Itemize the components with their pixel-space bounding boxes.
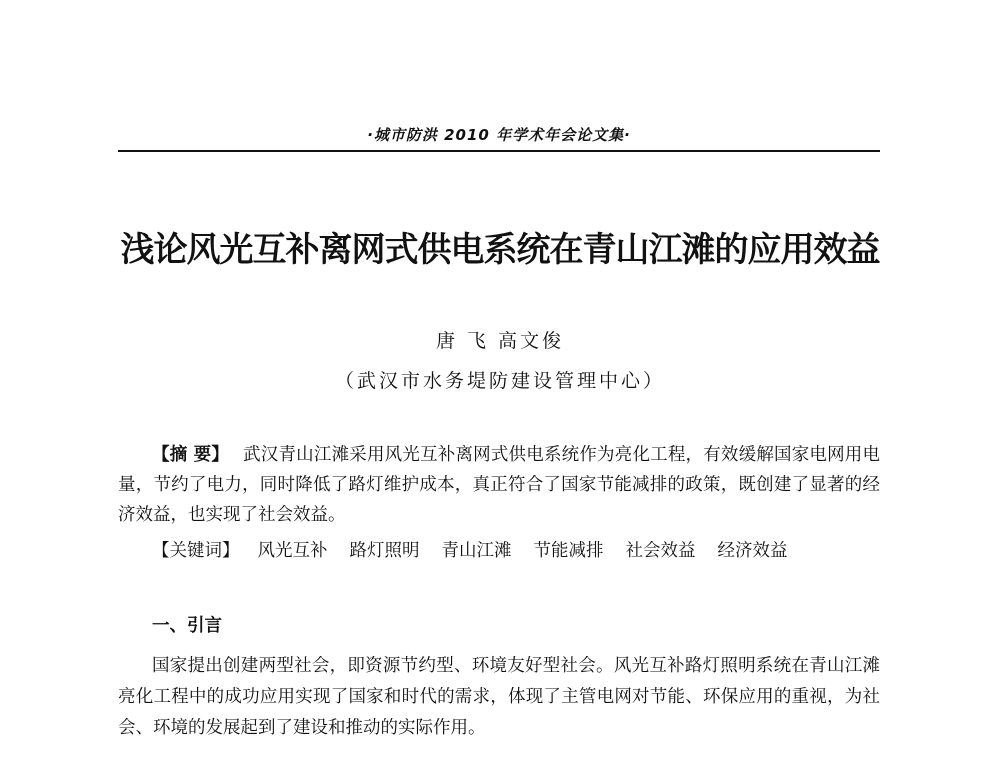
keyword: 青山江滩 bbox=[441, 541, 512, 561]
abstract-text: 武汉青山江滩采用风光互补离网式供电系统作为亮化工程，有效缓解国家电网用电量，节约了电力，同时降低了路灯维护成本，真正符合了国家节能减排的政策，既创建了显著的经济效益，也实现了社会效益。 bbox=[118, 445, 881, 525]
authors: 唐 飞 高文俊 bbox=[435, 330, 565, 352]
affiliation: （武汉市水务堤防建设管理中心） bbox=[334, 370, 665, 392]
keyword: 路灯照明 bbox=[349, 541, 420, 561]
header-rule bbox=[118, 150, 880, 152]
keyword: 节能减排 bbox=[533, 541, 604, 561]
running-header: ·城市防洪 2010 年学术年会论文集· bbox=[367, 126, 631, 144]
keyword: 社会效益 bbox=[625, 541, 696, 561]
section-paragraph: 国家提出创建两型社会，即资源节约型、环境友好型社会。风光互补路灯照明系统在青山江滩亮化工程中的成功应用实现了国家和时代的需求，体现了主管电网对节能、环保应用的重视，为社会、环境的发展起到了建设和推动的实际作用。 bbox=[118, 656, 880, 738]
keyword: 经济效益 bbox=[717, 541, 788, 561]
abstract-label: 【摘 要】 bbox=[152, 445, 230, 465]
keyword: 风光互补 bbox=[257, 541, 328, 561]
keywords bbox=[152, 536, 880, 566]
keywords-label: 【关键词】 bbox=[152, 541, 240, 561]
abstract bbox=[118, 440, 880, 530]
section-heading: 一、引言 bbox=[152, 616, 222, 636]
paper-title: 浅论风光互补离网式供电系统在青山江滩的应用效益 bbox=[120, 230, 880, 270]
